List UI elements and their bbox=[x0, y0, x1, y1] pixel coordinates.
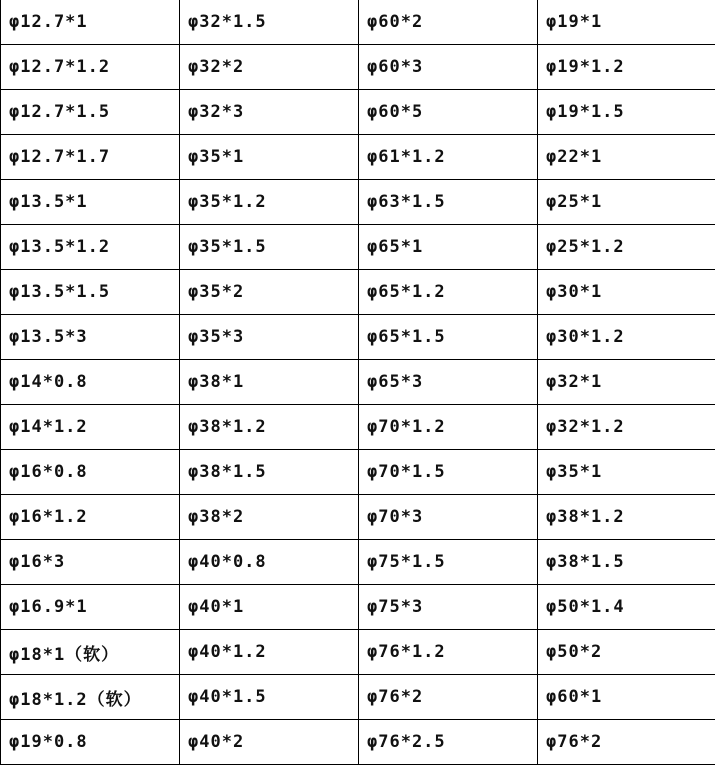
table-cell: φ76*2.5 bbox=[359, 720, 538, 765]
table-cell: φ65*1.5 bbox=[359, 315, 538, 360]
table-row bbox=[1, 0, 715, 45]
table-cell: φ32*1.2 bbox=[538, 405, 715, 450]
table-row bbox=[1, 450, 715, 495]
table-cell: φ16*0.8 bbox=[1, 450, 180, 495]
table-cell: φ50*1.4 bbox=[538, 585, 715, 630]
table-cell: φ32*3 bbox=[180, 90, 359, 135]
table-cell: φ35*1.5 bbox=[180, 225, 359, 270]
table-row bbox=[1, 315, 715, 360]
table-cell: φ16.9*1 bbox=[1, 585, 180, 630]
table-cell: φ25*1.2 bbox=[538, 225, 715, 270]
table-cell: φ32*1.5 bbox=[180, 0, 359, 45]
table-cell: φ65*1.2 bbox=[359, 270, 538, 315]
table-row bbox=[1, 45, 715, 90]
table-cell: φ60*2 bbox=[359, 0, 538, 45]
table-cell: φ14*1.2 bbox=[1, 405, 180, 450]
table-row bbox=[1, 225, 715, 270]
table-row bbox=[1, 540, 715, 585]
table-cell: φ18*1.2（软） bbox=[1, 675, 180, 720]
table-cell: φ63*1.5 bbox=[359, 180, 538, 225]
table-cell: φ40*2 bbox=[180, 720, 359, 765]
table-row bbox=[1, 720, 715, 765]
table-cell: φ12.7*1.2 bbox=[1, 45, 180, 90]
pipe-spec-table-body bbox=[1, 0, 715, 765]
table-cell: φ13.5*1.2 bbox=[1, 225, 180, 270]
table-cell: φ40*1 bbox=[180, 585, 359, 630]
table-cell: φ30*1.2 bbox=[538, 315, 715, 360]
table-row bbox=[1, 90, 715, 135]
table-cell: φ38*1.5 bbox=[180, 450, 359, 495]
table-cell: φ32*2 bbox=[180, 45, 359, 90]
table-cell: φ22*1 bbox=[538, 135, 715, 180]
table-cell: φ76*2 bbox=[538, 720, 715, 765]
table-cell: φ12.7*1.5 bbox=[1, 90, 180, 135]
table-cell: φ65*1 bbox=[359, 225, 538, 270]
table-cell: φ30*1 bbox=[538, 270, 715, 315]
table-cell: φ60*3 bbox=[359, 45, 538, 90]
table-cell: φ76*2 bbox=[359, 675, 538, 720]
table-cell: φ38*2 bbox=[180, 495, 359, 540]
table-cell: φ65*3 bbox=[359, 360, 538, 405]
table-cell: φ70*1.5 bbox=[359, 450, 538, 495]
table-row bbox=[1, 675, 715, 720]
table-cell: φ12.7*1 bbox=[1, 0, 180, 45]
table-cell: φ19*1.5 bbox=[538, 90, 715, 135]
table-row bbox=[1, 585, 715, 630]
table-row bbox=[1, 135, 715, 180]
table-cell: φ70*1.2 bbox=[359, 405, 538, 450]
table-cell: φ14*0.8 bbox=[1, 360, 180, 405]
table-cell: φ40*1.2 bbox=[180, 630, 359, 675]
table-cell: φ76*1.2 bbox=[359, 630, 538, 675]
table-row bbox=[1, 360, 715, 405]
table-cell: φ19*1 bbox=[538, 0, 715, 45]
table-cell: φ40*1.5 bbox=[180, 675, 359, 720]
table-row bbox=[1, 180, 715, 225]
table-cell: φ38*1.5 bbox=[538, 540, 715, 585]
table-cell: φ19*0.8 bbox=[1, 720, 180, 765]
table-row bbox=[1, 405, 715, 450]
table-cell: φ16*3 bbox=[1, 540, 180, 585]
table-cell: φ75*3 bbox=[359, 585, 538, 630]
table-cell: φ35*1 bbox=[180, 135, 359, 180]
table-cell: φ35*1 bbox=[538, 450, 715, 495]
table-cell: φ40*0.8 bbox=[180, 540, 359, 585]
table-cell: φ16*1.2 bbox=[1, 495, 180, 540]
table-cell: φ18*1（软） bbox=[1, 630, 180, 675]
table-cell: φ13.5*3 bbox=[1, 315, 180, 360]
table-cell: φ13.5*1 bbox=[1, 180, 180, 225]
table-cell: φ19*1.2 bbox=[538, 45, 715, 90]
table-cell: φ13.5*1.5 bbox=[1, 270, 180, 315]
table-cell: φ50*2 bbox=[538, 630, 715, 675]
table-cell: φ70*3 bbox=[359, 495, 538, 540]
table-cell: φ35*2 bbox=[180, 270, 359, 315]
table-row bbox=[1, 495, 715, 540]
table-cell: φ12.7*1.7 bbox=[1, 135, 180, 180]
table-cell: φ35*1.2 bbox=[180, 180, 359, 225]
table-cell: φ38*1.2 bbox=[180, 405, 359, 450]
table-cell: φ35*3 bbox=[180, 315, 359, 360]
table-cell: φ38*1.2 bbox=[538, 495, 715, 540]
table-row bbox=[1, 270, 715, 315]
table-cell: φ32*1 bbox=[538, 360, 715, 405]
table-cell: φ60*1 bbox=[538, 675, 715, 720]
table-cell: φ61*1.2 bbox=[359, 135, 538, 180]
table-row bbox=[1, 630, 715, 675]
table-cell: φ60*5 bbox=[359, 90, 538, 135]
table-cell: φ75*1.5 bbox=[359, 540, 538, 585]
table-cell: φ25*1 bbox=[538, 180, 715, 225]
table-cell: φ38*1 bbox=[180, 360, 359, 405]
